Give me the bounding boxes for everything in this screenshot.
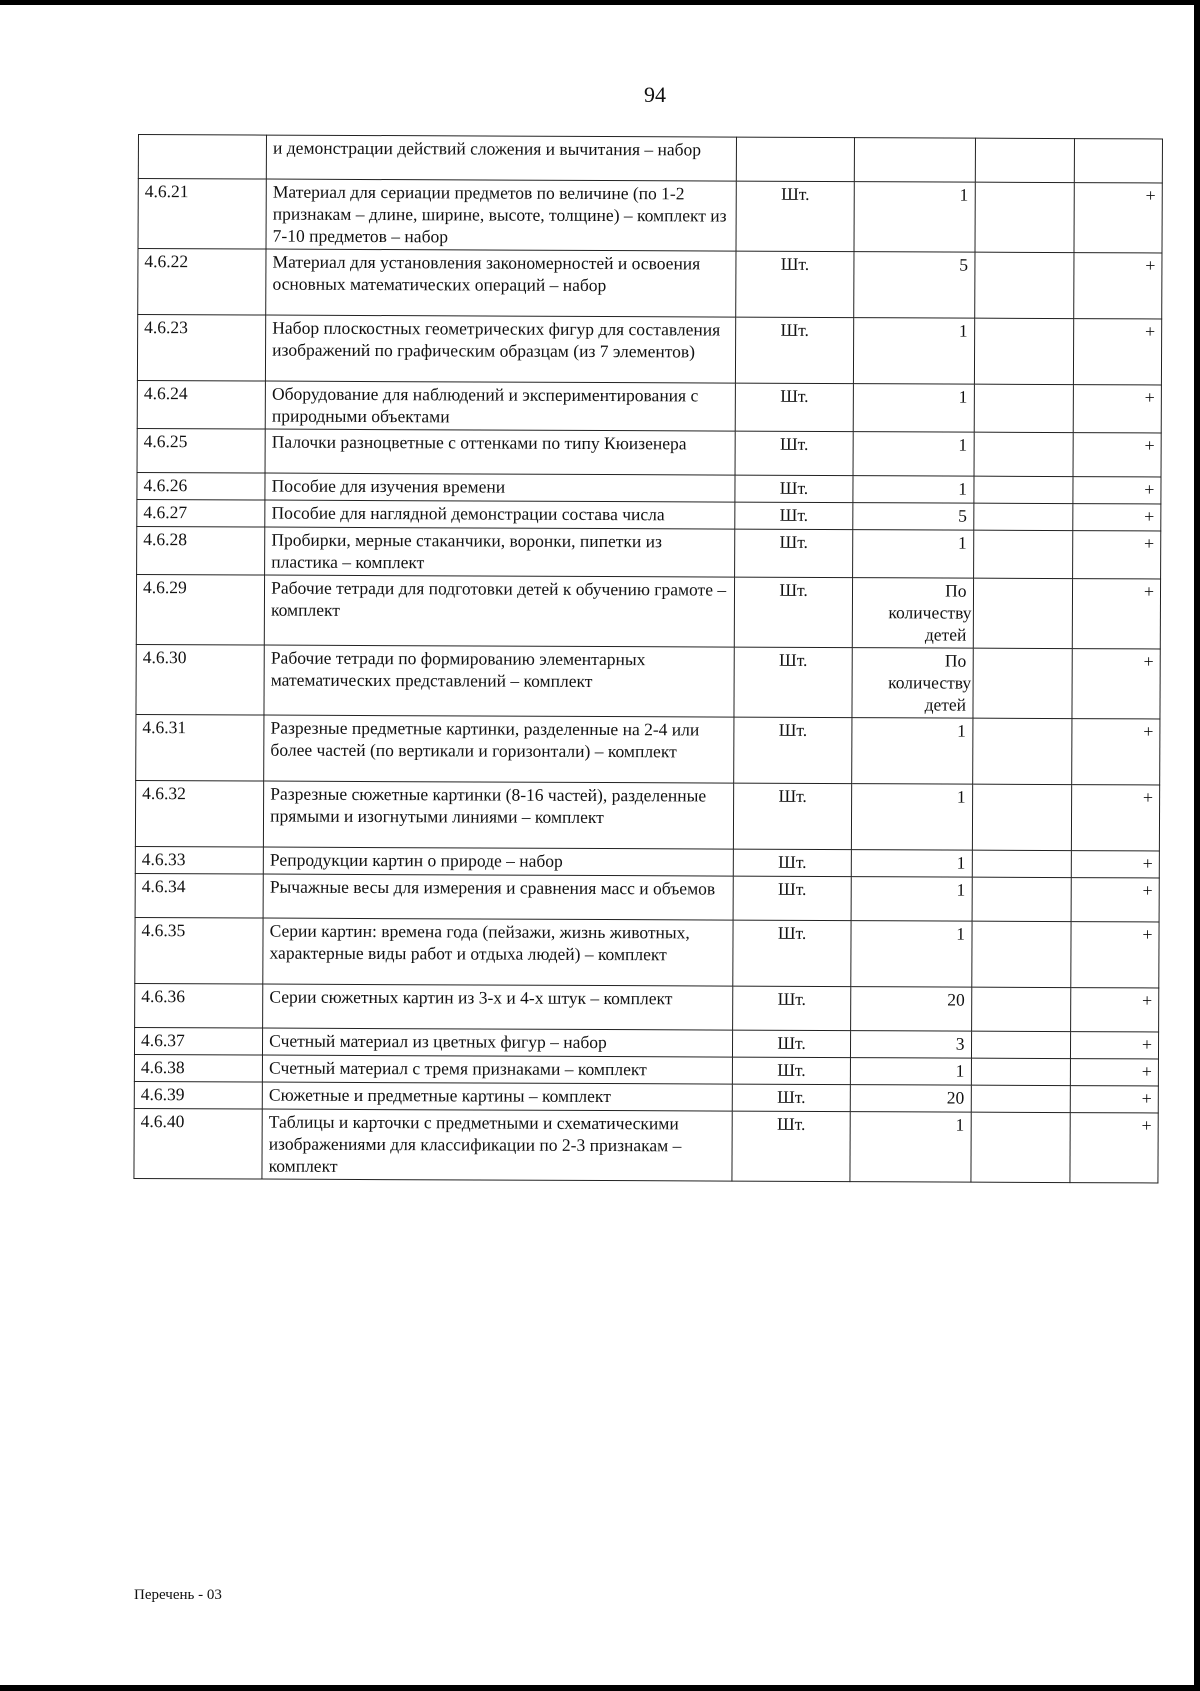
table-row [134, 1108, 1158, 1182]
item-quantity-text: 1 [959, 184, 969, 205]
item-name-text: Рычажные весы для измерения и сравнения масс и объемов [269, 876, 716, 899]
item-code-text: 4.6.39 [140, 1084, 185, 1105]
item-name [266, 179, 736, 251]
scan-border-top [0, 0, 1200, 5]
item-name-text: Счетный материал с тремя признаками – комплект [269, 1057, 647, 1080]
item-quantity-text: По количеству детей [888, 580, 972, 645]
item-unit [737, 137, 855, 182]
item-mark-text: + [1145, 255, 1156, 276]
item-name [264, 781, 734, 849]
item-name [265, 381, 735, 431]
item-unit-text: Шт. [777, 1113, 806, 1134]
item-name [263, 984, 733, 1030]
item-mark-text: + [1142, 924, 1153, 945]
item-name-text: Разрезные предметные картинки, разделенные на 2-4 или более частей (по вертикали и горизонтали) – комплект [270, 717, 700, 762]
item-unit [736, 317, 854, 384]
item-extra [972, 877, 1072, 921]
item-quantity [850, 987, 971, 1032]
page-number: 94 [644, 82, 666, 107]
item-mark [1073, 477, 1161, 504]
item-quantity [850, 1085, 971, 1113]
item-code [134, 1054, 262, 1082]
item-quantity-text: 3 [955, 1033, 965, 1054]
item-mark [1071, 785, 1159, 851]
item-unit-text: Шт. [781, 183, 810, 204]
item-name-text: Палочки разноцветные с оттенками по типу Кюизенера [271, 431, 687, 454]
item-mark [1071, 922, 1159, 988]
item-code-text: 4.6.34 [141, 876, 186, 897]
item-quantity [851, 877, 972, 922]
item-quantity [852, 530, 973, 579]
item-mark-text: + [1143, 651, 1154, 672]
item-unit-text: Шт. [780, 385, 809, 406]
item-unit-text: Шт. [779, 649, 808, 670]
item-name [265, 500, 735, 529]
table-row [137, 526, 1161, 578]
item-code [134, 1081, 262, 1109]
item-extra [970, 1112, 1070, 1182]
item-name [266, 135, 736, 181]
item-extra [974, 432, 1074, 476]
item-mark-text: + [1141, 1061, 1152, 1082]
item-mark-text: + [1144, 506, 1155, 527]
item-unit-text: Шт. [779, 531, 809, 552]
item-extra [973, 530, 1073, 578]
item-code-text: 4.6.38 [140, 1057, 185, 1078]
item-quantity [853, 318, 974, 385]
item-code [137, 472, 265, 500]
item-quantity [853, 432, 974, 477]
item-quantity [851, 850, 972, 878]
item-unit-text: Шт. [778, 719, 808, 740]
item-mark [1073, 531, 1161, 579]
equipment-table [133, 134, 1163, 1183]
item-code-text: 4.6.22 [144, 251, 189, 272]
item-quantity [853, 503, 974, 531]
table-row [135, 780, 1159, 850]
item-extra [972, 718, 1072, 784]
item-quantity-text: 5 [959, 254, 969, 275]
item-extra [974, 318, 1074, 384]
item-unit-text: Шт. [779, 504, 809, 525]
table-row [136, 714, 1160, 784]
item-quantity-text: 1 [957, 532, 967, 553]
item-name [262, 1109, 732, 1181]
footer-label: Перечень - 03 [134, 1587, 222, 1603]
item-unit-text: Шт. [777, 1059, 806, 1080]
item-code-text: 4.6.25 [143, 431, 188, 452]
item-unit-text: Шт. [779, 477, 809, 498]
item-name-text: Таблицы и карточки с предметными и схематическими изображениями для классификации по 2-3 признакам – комплект [268, 1111, 682, 1176]
item-unit [736, 251, 854, 318]
item-mark [1072, 649, 1160, 719]
item-extra [974, 384, 1074, 432]
item-extra [971, 1085, 1071, 1112]
item-extra [973, 578, 1073, 648]
item-code-text: 4.6.35 [141, 920, 186, 941]
item-quantity [850, 1031, 971, 1059]
item-mark [1072, 579, 1160, 649]
item-unit [734, 849, 852, 877]
item-unit-text: Шт. [778, 878, 807, 899]
item-unit [735, 502, 853, 530]
item-name [266, 315, 736, 383]
item-unit-text: Шт. [779, 433, 809, 454]
item-name-text: Счетный материал из цветных фигур – набор [269, 1030, 607, 1053]
item-name-text: и демонстрации действий сложения и вычитания – набор [273, 137, 702, 160]
table-row [135, 873, 1159, 921]
item-unit-text: Шт. [777, 988, 807, 1009]
item-name-text: Оборудование для наблюдений и экспериментирования с природными объектами [271, 383, 699, 427]
item-extra [971, 921, 1071, 987]
item-quantity-text: 1 [957, 720, 966, 741]
item-mark [1073, 433, 1161, 477]
item-mark [1074, 183, 1162, 253]
item-extra [972, 648, 1072, 718]
item-mark-text: + [1144, 435, 1155, 456]
item-quantity [854, 138, 975, 183]
item-mark-text: + [1145, 185, 1156, 206]
item-extra [972, 784, 1072, 850]
item-quantity-text: 1 [956, 923, 966, 944]
item-extra [971, 987, 1071, 1031]
item-mark [1070, 1059, 1158, 1086]
item-name [265, 473, 735, 502]
item-name-text: Репродукции картин о природе – набор [269, 849, 563, 871]
item-code-text: 4.6.28 [143, 529, 188, 550]
item-code [137, 380, 265, 429]
scan-border-right [1194, 0, 1200, 1691]
item-code [135, 917, 263, 984]
item-code [134, 1027, 262, 1055]
item-name-text: Сюжетные и предметные картины – комплект [268, 1084, 611, 1107]
item-quantity [851, 718, 972, 785]
item-quantity-text: 1 [956, 852, 966, 873]
item-code [135, 780, 263, 847]
item-quantity-text: 1 [958, 434, 968, 455]
item-quantity-text: 1 [956, 879, 966, 900]
item-extra [975, 138, 1075, 182]
item-quantity [851, 784, 972, 851]
item-mark [1071, 988, 1159, 1032]
item-mark-text: + [1142, 990, 1153, 1011]
item-code [136, 644, 264, 715]
item-unit [733, 920, 851, 987]
table-row [138, 249, 1162, 319]
item-unit [732, 1111, 850, 1182]
item-code [136, 574, 264, 645]
item-extra [972, 850, 1072, 877]
item-quantity [853, 384, 974, 433]
item-extra [973, 476, 1073, 503]
item-code-text: 4.6.37 [141, 1030, 185, 1051]
item-unit [734, 717, 852, 784]
table-row [138, 179, 1162, 253]
item-quantity [854, 252, 975, 319]
item-code [135, 873, 263, 918]
item-mark-text: + [1144, 387, 1155, 408]
item-code-text: 4.6.27 [143, 502, 188, 523]
item-unit-text: Шт. [777, 1086, 806, 1107]
table-row [136, 644, 1160, 718]
table-row [135, 983, 1159, 1031]
item-name-text: Пособие для изучения времени [271, 475, 506, 497]
item-code [138, 249, 266, 316]
item-name [263, 847, 733, 876]
item-quantity [851, 921, 972, 988]
item-name [264, 715, 734, 783]
item-name-text: Рабочие тетради для подготовки детей к обучению грамоте – комплект [271, 577, 727, 620]
item-unit-text: Шт. [780, 253, 810, 274]
item-unit [735, 529, 853, 578]
item-code [137, 428, 265, 473]
item-code-text: 4.6.33 [141, 849, 186, 870]
table-body [134, 135, 1163, 1183]
item-name [262, 1055, 732, 1084]
item-quantity-text: 5 [958, 505, 967, 526]
item-extra [975, 182, 1075, 252]
item-unit [735, 577, 853, 648]
item-name-text: Набор плоскостных геометрических фигур для составления изображений по графическим образцам (из 7 элементов) [272, 317, 721, 362]
item-unit [733, 986, 851, 1031]
item-mark [1072, 719, 1160, 785]
item-quantity-text: 20 [946, 1087, 965, 1108]
item-code-text: 4.6.36 [141, 986, 186, 1007]
item-quantity-text: 20 [947, 989, 965, 1010]
item-mark [1071, 851, 1159, 878]
item-name-text: Пособие для наглядной демонстрации состава числа [271, 502, 665, 525]
item-code [134, 1108, 262, 1179]
item-mark-text: + [1143, 581, 1155, 602]
item-unit [735, 431, 853, 476]
item-quantity [850, 1058, 971, 1086]
item-code-text: 4.6.31 [142, 717, 187, 738]
item-unit [734, 783, 852, 850]
item-name-text: Пробирки, мерные стаканчики, воронки, пипетки из пластика – комплект [271, 529, 662, 573]
item-mark [1070, 1086, 1158, 1113]
item-code-text: 4.6.32 [142, 783, 186, 804]
item-unit [734, 647, 852, 718]
item-unit-text: Шт. [778, 851, 807, 872]
item-code-text: 4.6.24 [143, 383, 188, 404]
item-quantity-text: По количеству детей [888, 650, 972, 715]
item-code-text: 4.6.23 [144, 317, 188, 338]
item-code [137, 499, 265, 527]
item-name [264, 575, 734, 647]
item-code-text: 4.6.21 [144, 181, 189, 202]
item-quantity-text: 1 [958, 478, 968, 499]
item-unit-text: Шт. [780, 319, 809, 340]
item-mark-text: + [1142, 787, 1154, 808]
item-extra [971, 1031, 1071, 1058]
item-mark [1073, 385, 1161, 433]
item-unit [733, 1030, 851, 1058]
item-mark-text: + [1142, 880, 1153, 901]
item-mark-text: + [1141, 1088, 1152, 1109]
item-quantity [853, 476, 974, 504]
item-extra [974, 252, 1074, 318]
item-name-text: Материал для установления закономерностей и освоения основных математических операций – набор [272, 251, 701, 296]
item-code [136, 714, 264, 781]
item-code-text: 4.6.29 [142, 577, 187, 598]
item-unit [733, 876, 851, 921]
table-row [136, 574, 1160, 648]
table-row [137, 428, 1161, 476]
item-quantity-text: 1 [958, 320, 968, 341]
item-unit [735, 475, 853, 503]
item-unit [733, 1084, 851, 1112]
item-mark-text: + [1143, 721, 1154, 742]
item-mark-text: + [1141, 1115, 1152, 1136]
scan-border-bottom [0, 1685, 1200, 1691]
item-quantity-text: 1 [958, 386, 968, 407]
item-unit-text: Шт. [779, 579, 808, 600]
item-extra [973, 503, 1073, 530]
item-mark [1073, 319, 1161, 385]
item-name [262, 1082, 732, 1111]
item-name [266, 249, 736, 317]
item-unit-text: Шт. [777, 922, 807, 943]
item-code-text: 4.6.26 [143, 475, 188, 496]
item-mark-text: + [1144, 479, 1155, 500]
item-unit-text: Шт. [778, 785, 807, 806]
item-quantity [854, 182, 975, 253]
item-mark [1074, 253, 1162, 319]
item-code [138, 179, 266, 250]
item-code [137, 315, 265, 382]
item-mark-text: + [1144, 321, 1156, 342]
item-mark [1071, 1032, 1159, 1059]
item-quantity [852, 578, 973, 649]
item-name-text: Материал для сериации предметов по величине (по 1-2 признакам – длине, ширине, высоте, толщине) – комплект из 7-10 предметов – набор [272, 181, 727, 247]
item-code [137, 526, 265, 575]
item-mark [1070, 1113, 1158, 1183]
item-name [264, 645, 734, 717]
item-quantity [852, 648, 973, 719]
item-extra [971, 1058, 1071, 1085]
item-name-text: Рабочие тетради по формированию элементарных математических представлений – комплект [270, 647, 646, 691]
item-unit [735, 383, 853, 432]
item-name [263, 874, 733, 920]
item-code-text: 4.6.30 [142, 647, 187, 668]
table-row [135, 917, 1159, 987]
table-row [137, 380, 1161, 432]
item-mark [1073, 504, 1161, 531]
item-unit [733, 1057, 851, 1085]
item-quantity-text: 1 [955, 1114, 965, 1135]
item-quantity [850, 1112, 971, 1183]
item-name [265, 429, 735, 475]
item-mark-text: + [1142, 853, 1153, 874]
item-unit-text: Шт. [777, 1032, 806, 1053]
item-quantity-text: 1 [955, 1060, 965, 1081]
table-row [137, 315, 1161, 385]
item-mark-text: + [1144, 533, 1155, 554]
item-name-text: Серии сюжетных картин из 3-х и 4-х штук – комплект [269, 986, 673, 1009]
item-code-text: 4.6.40 [140, 1111, 185, 1132]
item-name-text: Разрезные сюжетные картинки (8-16 частей), разделенные прямыми и изогнутыми линиями – комплект [270, 783, 707, 828]
item-name [265, 527, 735, 577]
item-name [263, 1028, 733, 1057]
item-code [135, 983, 263, 1028]
item-name-text: Серии картин: времена года (пейзажи, жизнь животных, характерные виды работ и отдыха людей) – комплект [269, 920, 690, 965]
item-mark-text: + [1141, 1034, 1153, 1055]
table-row [138, 135, 1162, 183]
item-code [135, 846, 263, 874]
item-code [138, 135, 266, 180]
item-quantity-text: 1 [956, 786, 966, 807]
item-name [263, 918, 733, 986]
item-mark [1074, 139, 1162, 183]
item-mark [1071, 878, 1159, 922]
item-unit [736, 181, 854, 252]
